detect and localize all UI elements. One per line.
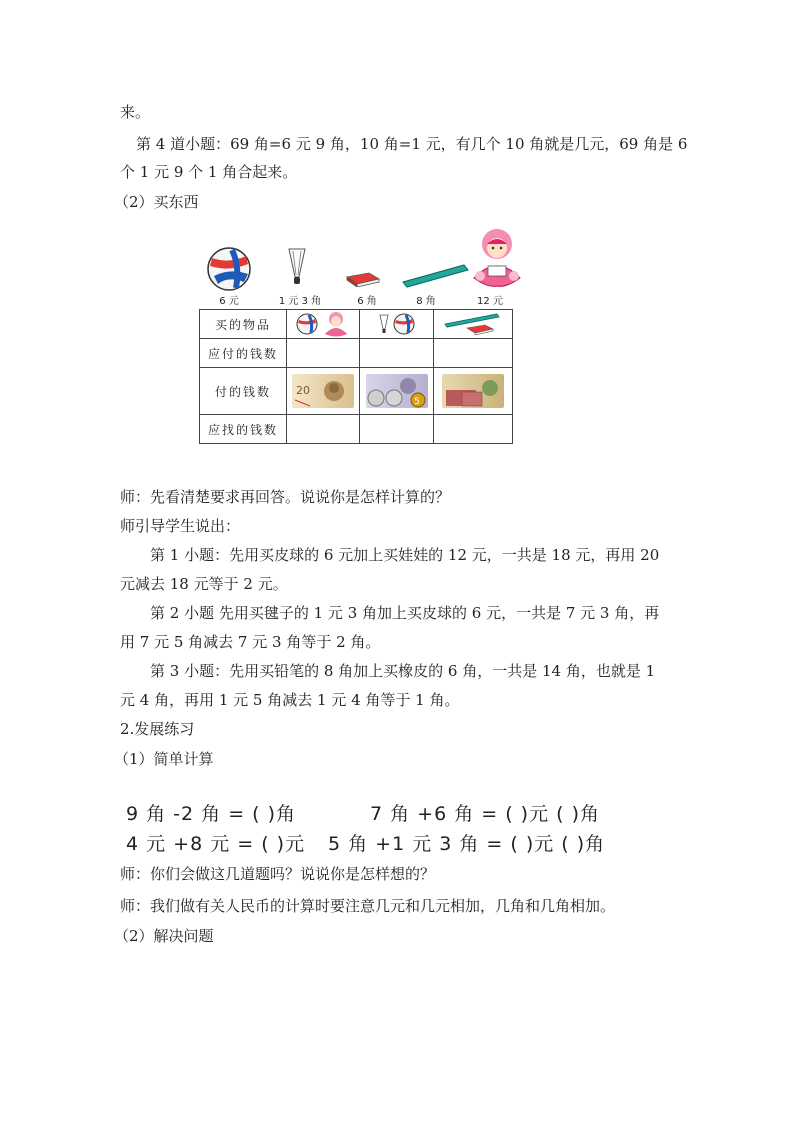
math-problem: 4 元 +8 元 = ( )元 — [126, 833, 306, 855]
banknote-and-coins-image — [366, 374, 428, 408]
math-problem: 5 角 +1 元 3 角 = ( )元 ( )角 — [328, 833, 606, 855]
cell-items-1 — [287, 310, 360, 339]
text-line: 第 3 小题：先用买铅笔的 8 角加上买橡皮的 6 角，一共是 14 角，也就是 1 — [150, 662, 656, 680]
svg-text:5: 5 — [413, 397, 420, 407]
cell-paid-1 — [287, 368, 360, 415]
cell-paid-2 — [360, 368, 434, 415]
section-heading: 2.发展练习 — [120, 720, 195, 738]
text-line: 师：你们会做这几道题吗？说说你是怎样想的？ — [120, 865, 436, 883]
cell-items-2 — [360, 310, 434, 339]
section-heading: （2）买东西 — [114, 193, 199, 211]
doll-icon — [466, 226, 528, 290]
banknotes-image — [442, 374, 504, 408]
text-line: 元减去 18 元等于 2 元。 — [120, 575, 288, 593]
price-ball: 6 元 — [219, 296, 239, 307]
text-line: 元 4 角，再用 1 元 5 角减去 1 元 4 角等于 1 角。 — [120, 691, 460, 709]
cell-change-2 — [360, 415, 434, 444]
section-heading: （2）解决问题 — [114, 927, 214, 945]
pencil-and-eraser-icon — [443, 312, 503, 336]
shopping-table — [199, 309, 513, 444]
text-line: 来。 — [120, 103, 151, 121]
svg-text:20: 20 — [296, 384, 310, 397]
cell-items-3 — [434, 310, 513, 339]
price-shuttlecock: 1 元 3 角 — [278, 296, 322, 307]
cell-should-pay-1 — [287, 339, 360, 368]
math-problem: 7 角 +6 角 = ( )元 ( )角 — [370, 803, 600, 825]
doll-icon — [322, 310, 350, 338]
cell-change-3 — [434, 415, 513, 444]
row-label-change: 应找的钱数 — [200, 415, 287, 444]
text-line: 师：我们做有关人民币的计算时要注意几元和几元相加，几角和几角相加。 — [120, 897, 616, 915]
text-line: 个 1 元 9 个 1 角合起来。 — [120, 163, 298, 181]
shuttlecock-icon — [285, 247, 309, 287]
price-eraser: 6 角 — [357, 296, 377, 307]
math-problem: 9 角 -2 角 = ( )角 — [126, 803, 297, 825]
ball-icon — [206, 246, 252, 292]
price-doll: 12 元 — [477, 296, 503, 307]
ball-icon — [393, 313, 415, 335]
text-line: 用 7 元 5 角减去 7 元 3 角等于 2 角。 — [120, 633, 381, 651]
row-label-items: 买的物品 — [200, 310, 287, 339]
row-label-paid: 付的钱数 — [200, 368, 287, 415]
text-line: 第 2 小题 先用买毽子的 1 元 3 角加上买皮球的 6 元，一共是 7 元 3 角，再 — [150, 604, 660, 622]
ball-icon — [296, 313, 318, 335]
cell-should-pay-3 — [434, 339, 513, 368]
price-pencil: 8 角 — [416, 296, 436, 307]
text-line: 第 4 道小题：69 角=6 元 9 角，10 角=1 元，有几个 10 角就是几元，69 角是 6 — [136, 135, 688, 153]
section-heading: （1）简单计算 — [114, 750, 214, 768]
banknote-20-yuan-image — [292, 374, 354, 408]
pencil-icon — [400, 262, 470, 288]
text-line: 第 1 小题：先用买皮球的 6 元加上买娃娃的 12 元，一共是 18 元，再用 20 — [150, 546, 660, 564]
shuttlecock-icon — [379, 314, 389, 334]
cell-paid-3 — [434, 368, 513, 415]
cell-should-pay-2 — [360, 339, 434, 368]
text-line: 师：先看清楚要求再回答。说说你是怎样计算的？ — [120, 488, 451, 506]
text-line: 师引导学生说出： — [120, 517, 241, 535]
cell-change-1 — [287, 415, 360, 444]
eraser-icon — [345, 271, 381, 287]
row-label-should-pay: 应付的钱数 — [200, 339, 287, 368]
